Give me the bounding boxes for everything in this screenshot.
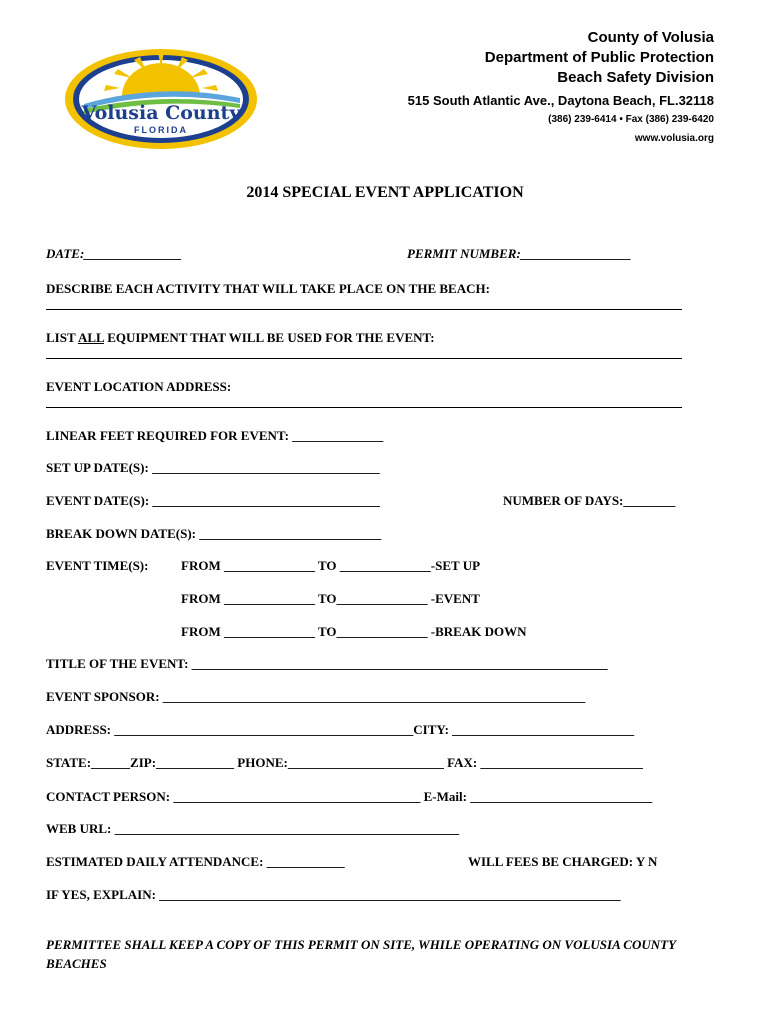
event-location-line[interactable] (46, 407, 682, 408)
event-title-field[interactable]: TITLE OF THE EVENT: ________________________________________________________________ (46, 656, 608, 671)
breakdown-dates-field[interactable]: BREAK DOWN DATE(S): ____________________________ (46, 526, 382, 541)
describe-activities-label: DESCRIBE EACH ACTIVITY THAT WILL TAKE PLACE ON THE BEACH: (46, 281, 490, 296)
linear-feet-field[interactable]: LINEAR FEET REQUIRED FOR EVENT: ______________ (46, 428, 384, 443)
number-of-days-field[interactable]: NUMBER OF DAYS:________ (503, 493, 676, 508)
website: www.volusia.org (634, 133, 714, 144)
state-zip-phone-fax-field[interactable]: STATE:______ZIP:____________ PHONE:________________________ FAX: _________________________ (46, 755, 643, 770)
permittee-notice: PERMITTEE SHALL KEEP A COPY OF THIS PERMIT ON SITE, WHILE OPERATING ON VOLUSIA COUNTY BEACHES (46, 937, 676, 971)
attendance-field[interactable]: ESTIMATED DAILY ATTENDANCE: ____________ (46, 854, 345, 869)
department-name: Department of Public Protection (484, 49, 714, 66)
volusia-county-logo (62, 46, 260, 152)
event-times-label: EVENT TIME(S): (46, 558, 149, 573)
form-title: 2014 SPECIAL EVENT APPLICATION (246, 184, 524, 201)
event-time-field[interactable]: FROM ______________ TO______________ -EVENT (181, 591, 480, 606)
date-field[interactable]: DATE:_______________ (46, 246, 182, 261)
event-dates-field[interactable]: EVENT DATE(S): ___________________________________ (46, 493, 380, 508)
setup-dates-field[interactable]: SET UP DATE(S): ___________________________________ (46, 460, 380, 475)
permit-number-field[interactable]: PERMIT NUMBER:_________________ (407, 246, 632, 261)
event-location-label: EVENT LOCATION ADDRESS: (46, 379, 232, 394)
setup-time-field[interactable]: FROM ______________ TO ______________-SET UP (181, 558, 481, 573)
equipment-line[interactable] (46, 358, 682, 359)
phone-fax: (386) 239-6414 • Fax (386) 239-6420 (548, 114, 714, 125)
org-header (408, 28, 714, 146)
county-name: County of Volusia (587, 29, 714, 46)
address-city-field[interactable]: ADDRESS: ______________________________________________CITY: ____________________________ (46, 722, 635, 737)
division-name: Beach Safety Division (557, 69, 714, 86)
street-address: 515 South Atlantic Ave., Daytona Beach, FL.32118 (407, 93, 714, 108)
web-url-field[interactable]: WEB URL: _____________________________________________________ (46, 821, 460, 836)
event-sponsor-field[interactable]: EVENT SPONSOR: _________________________________________________________________ (46, 689, 586, 704)
logo-text: Volusia County (81, 102, 241, 124)
equipment-label: LIST ALL EQUIPMENT THAT WILL BE USED FOR THE EVENT: (46, 330, 435, 345)
if-yes-explain-field[interactable]: IF YES, EXPLAIN: _______________________________________________________________________ (46, 887, 621, 902)
fees-charged-choice[interactable]: WILL FEES BE CHARGED: Y N (468, 854, 658, 869)
describe-activities-line[interactable] (46, 309, 682, 310)
contact-email-field[interactable]: CONTACT PERSON: ______________________________________ E-Mail: ____________________________ (46, 789, 653, 804)
breakdown-time-field[interactable]: FROM ______________ TO______________ -BREAK DOWN (181, 624, 527, 639)
logo-subtext: FLORIDA (134, 125, 188, 135)
